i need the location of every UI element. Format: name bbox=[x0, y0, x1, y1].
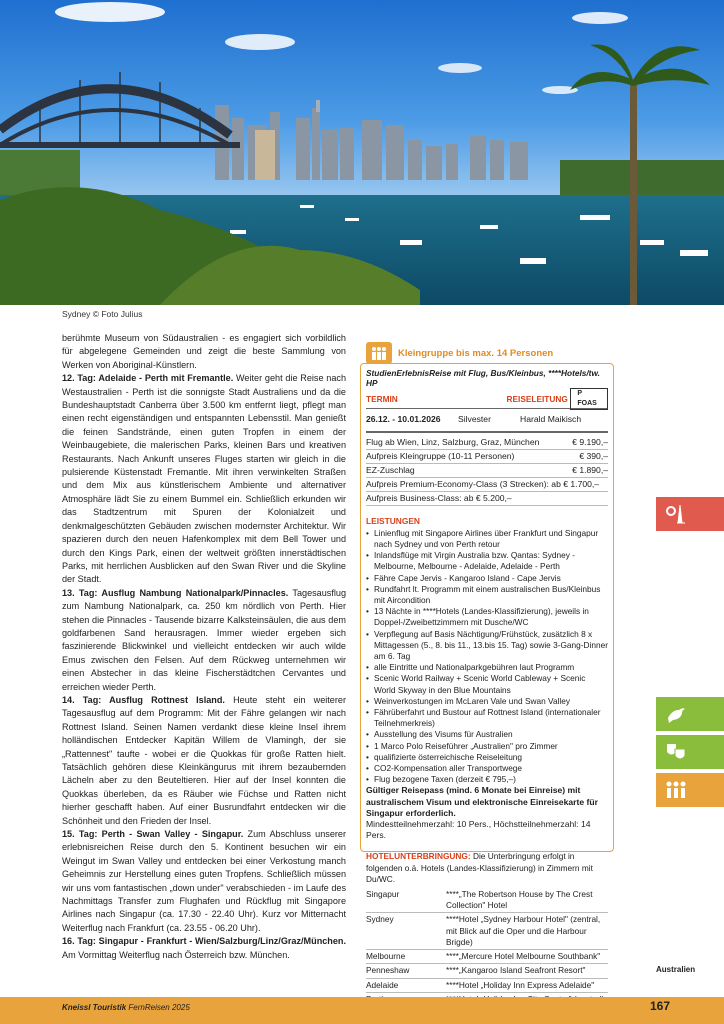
hotel-name: ****„Mercure Hotel Melbourne Southbank" bbox=[446, 950, 608, 964]
hotel-city: Sydney bbox=[366, 913, 446, 950]
price-label: Aufpreis Kleingruppe (10-11 Personen) bbox=[366, 451, 515, 462]
list-item: • alle Eintritte und Nationalparkgebühren laut Programm bbox=[366, 662, 608, 673]
day-16-title: 16. Tag: Singapur - Frankfurt - Wien/Salzburg/Linz/Graz/München. bbox=[62, 936, 346, 947]
day-14-title: 14. Tag: Ausflug Rottnest Island. bbox=[62, 694, 225, 705]
hotel-title: HOTELUNTERBRINGUNG: bbox=[366, 851, 471, 862]
list-item: • Verpflegung auf Basis Nächtigung/Frühstück, zusätzlich 8 x Mittagessen (5., 8. bis 11., 13.bis 15. Tag) sowie 3-Gang-Dinner am 6. Tag bbox=[366, 629, 608, 663]
page-number: 167 bbox=[650, 999, 671, 1013]
termin-row bbox=[366, 412, 608, 425]
day-14: 14. Tag: Ausflug Rottnest Island. Heute steht ein weiterer Tagesausflug auf dem Programm: Mit der Fähre gelangen wir nach Rottnest Island. Seinen Namen verdankt diese kleine Insel ihrem holländischen Entdecker Kapitän Willem de Vlamingh, der sie „Rattennest" taufte - wobei er die Quokkas für große Ratten hielt. Tatsächlich gehören diese Kleinkängurus mit ihrem bezaubernden Lächeln aber zu den Beuteltieren. Hier auf der Insel konnten die Quokkas überleben, da es Räuber wie Füchse und Ratten nicht hierher geschafft haben. Auf einer Busrundfahrt entdecken wir die Schönheit und den Frieden der Insel. bbox=[62, 694, 346, 826]
city-landmark-icon bbox=[664, 502, 688, 526]
price-row bbox=[366, 436, 608, 450]
list-item: • Fähre Cape Jervis - Kangaroo Island - Cape Jervis bbox=[366, 573, 608, 584]
table-row bbox=[366, 888, 608, 913]
hotel-city: Melbourne bbox=[366, 950, 446, 964]
table-row bbox=[366, 978, 608, 992]
list-item: • CO2-Kompensation aller Transportwege bbox=[366, 763, 608, 774]
list-item: • 1 Marco Polo Reiseführer „Australien" pro Zimmer bbox=[366, 741, 608, 752]
reiseleitung-column-header: REISELEITUNG bbox=[506, 393, 568, 404]
category-tab-nature bbox=[656, 697, 724, 731]
price-label: EZ-Zuschlag bbox=[366, 465, 415, 476]
divider bbox=[366, 431, 608, 432]
day-12: 12. Tag: Adelaide - Perth mit Fremantle. Weiter geht die Reise nach Westaustralien - Perth ist die sonnigste Stadt Australiens und da die Bundeshauptstadt Canberra über 3.500 km entfernt liegt, pflegt man einen recht eigenständigen und entspannten Lebensstil. Man genießt die feinen Sandstrände, einen guten Tropfen in einem der Weinbaugebiete, die malerischen Parks, kleinen Bars und kreativen Restaurants. Nach Ankunft unseres Fluges starten wir gleich in die pulsierende Küstenstadt Fremantle. Mit ihren verwinkelten Straßen und dem Mix aus künstlerischem Ambiente und alternativer Atmosphäre lädt Sie zu einem Bummel ein. Schließlich erkunden wir das Stadtzentrum mit Spuren der Kolonialzeit und denkmalgeschützten Gebäuden zwischen modernster Architektur. Wir spazieren durch den neuen Hafenkomplex mit dem Bell Tower und durch den Kings Park, einen der weltweit größten innerstädtischen Parks, mit herrlichen Ausblicken auf den Swan River und die Skyline der Stadt. bbox=[62, 373, 347, 585]
category-tab-city bbox=[656, 497, 724, 531]
sydney-harbour-image bbox=[0, 0, 724, 305]
price-row bbox=[366, 478, 608, 492]
trip-subtitle: StudienErlebnisReise mit Flug, Bus/Kleinbus, ****Hotels/tw. HP bbox=[366, 368, 600, 388]
table-row bbox=[366, 964, 608, 978]
hotel-city: Adelaide bbox=[366, 978, 446, 992]
hotel-name: ****„The Robertson House by The Crest Collection" Hotel bbox=[446, 888, 608, 913]
list-item: • Rundfahrt lt. Programm mit einem australischen Bus/Kleinbus mit Aircondition bbox=[366, 584, 608, 606]
day-15: 15. Tag: Perth - Swan Valley - Singapur. Zum Abschluss unserer erlebnisreichen Reise durch den 5. Kontinent besuchen wir ein Weingut im Swan Valley und entdecken bei einer Verkostung manch Geheimnis zur Herstellung eines guten Tropfens. Schließlich müssen wir uns vom fantastischen „down under" verabschieden - im Laufe des Nachmittags Transfer zum Flughafen und Rückflug mit Singapore Airlines nach Singapur (ca. 17.30 - 22.40 Uhr). Kurz vor Mitternacht Weiterflug nach Frankfurt (ca. 23.55 - 06.20 Uhr). bbox=[62, 829, 347, 933]
passport-note: Gültiger Reisepass (mind. 6 Monate bei Einreise) mit australischem Visum und elektronische Einreisekarte für Singapur erforderlich. bbox=[366, 785, 598, 818]
article-paragraph: berühmte Museum von Südaustralien - es engagiert sich vorbildlich für abgelegene Gemeinden und zeigt die beste Sammlung von Werken von Aboriginal-Künstlern. bbox=[62, 333, 346, 370]
list-item: • Scenic World Railway + Scenic World Cableway + Scenic World Skyway in den Blue Mountains bbox=[366, 673, 608, 695]
itinerary-article bbox=[62, 332, 346, 962]
hotel-intro: HOTELUNTERBRINGUNG: Die Unterbringung erfolgt in folgenden o.ä. Hotels (Landes-Klassifizierung) in Zimmern mit Du/WC. bbox=[366, 851, 593, 884]
table-row bbox=[366, 913, 608, 950]
termin-date: 26.12. - 10.01.2026 bbox=[366, 413, 441, 424]
category-tab-group bbox=[656, 773, 724, 807]
price-row bbox=[366, 492, 608, 506]
hotel-city: Penneshaw bbox=[366, 964, 446, 978]
footer-brand-name: Kneissl Touristik bbox=[62, 1003, 127, 1012]
termin-event: Silvester bbox=[458, 413, 491, 424]
trip-info-content bbox=[366, 368, 608, 1007]
list-item: • 13 Nächte in ****Hotels (Landes-Klassifizierung), jeweils in Doppel-/Zweibettzimmern mit Dusche/WC bbox=[366, 606, 608, 628]
price-row bbox=[366, 464, 608, 478]
list-item: • Fährüberfahrt und Bustour auf Rottnest Island (internationaler Teilnehmerkreis) bbox=[366, 707, 608, 729]
group-people-icon bbox=[366, 342, 392, 364]
termin-column-header: TERMIN bbox=[366, 393, 398, 404]
list-item: • Weinverkostungen im McLaren Vale und Swan Valley bbox=[366, 696, 608, 707]
list-item: • Ausstellung des Visums für Australien bbox=[366, 729, 608, 740]
termin-header-row bbox=[366, 389, 608, 407]
table-row bbox=[366, 950, 608, 964]
price-label: Flug ab Wien, Linz, Salzburg, Graz, München bbox=[366, 437, 540, 448]
price-value: € 1.890,– bbox=[572, 465, 608, 476]
hotel-name: ****„Kangaroo Island Seafront Resort" bbox=[446, 964, 608, 978]
trip-code-badge: P FOAS bbox=[570, 388, 608, 410]
footer-catalog-name: FernReisen 2025 bbox=[128, 1003, 190, 1012]
group-size-header bbox=[366, 342, 614, 364]
hero-photo bbox=[0, 0, 724, 305]
bird-icon bbox=[664, 702, 688, 726]
price-value: € 390,– bbox=[579, 451, 608, 462]
day-15-title: 15. Tag: Perth - Swan Valley - Singapur. bbox=[62, 829, 244, 840]
list-item: • Flug bezogene Taxen (derzeit € 795,–) bbox=[366, 774, 608, 785]
termin-guide: Harald Maikisch bbox=[520, 413, 582, 424]
hotel-table bbox=[366, 888, 608, 1007]
hotel-name: ****Hotel „Holiday Inn Express Adelaide" bbox=[446, 978, 608, 992]
hotel-city: Singapur bbox=[366, 888, 446, 913]
participant-limits: Mindestteilnehmerzahl: 10 Pers., Höchstteilnehmerzahl: 14 Pers. bbox=[366, 819, 591, 841]
theater-masks-icon bbox=[664, 740, 688, 764]
list-item: • qualifizierte österreichische Reiseleitung bbox=[366, 752, 608, 763]
day-13: 13. Tag: Ausflug Nambung Nationalpark/Pinnacles. Tagesausflug zum Nambung Nationalpark, ca. 250 km nördlich von Perth. Hier stehen die Pinnacles - Tausende bizarre Kalksteinsäulen, die aus dem goldfarbenen Sand herausragen. Immer wieder ergeben sich faszinierende Blickwinkel und vielleicht entdecken wir auch wilde Emus zwischen den Felsen. Auf dem Rückweg unternehmen wir einen Abstecher in das kleine Fischerstädtchen Cervantes und erreichen wieder Perth. bbox=[62, 587, 346, 692]
photo-caption: Sydney © Foto Julius bbox=[62, 309, 143, 319]
day-16: 16. Tag: Singapur - Frankfurt - Wien/Salzburg/Linz/Graz/München. Am Vormittag Weiterflug nach Österreich bzw. München. bbox=[62, 936, 346, 960]
price-label: Aufpreis Business-Class: ab € 5.200,– bbox=[366, 493, 512, 504]
leistungen-title: LEISTUNGEN bbox=[366, 515, 420, 526]
price-label: Aufpreis Premium-Economy-Class (3 Strecken): ab € 1.700,– bbox=[366, 479, 600, 490]
leistungen-list bbox=[366, 528, 608, 786]
category-tab-culture bbox=[656, 735, 724, 769]
hotel-name: ****Hotel „Sydney Harbour Hotel" (zentral, mit Blick auf die Oper und die Harbour Brigde) bbox=[446, 913, 608, 950]
list-item: • Linienflug mit Singapore Airlines über Frankfurt und Singapur nach Sydney und von Perth retour bbox=[366, 528, 608, 550]
price-value: € 9.190,– bbox=[572, 437, 608, 448]
list-item: • Inlandsflüge mit Virgin Australia bzw. Qantas: Sydney - Melbourne, Melbourne - Adelaide, Adelaide - Perth bbox=[366, 550, 608, 572]
day-13-title: 13. Tag: Ausflug Nambung Nationalpark/Pinnacles. bbox=[62, 587, 289, 598]
day-12-title: 12. Tag: Adelaide - Perth mit Fremantle. bbox=[62, 373, 234, 384]
price-row bbox=[366, 450, 608, 464]
country-label: Australien bbox=[656, 965, 696, 974]
footer-brand bbox=[62, 1003, 190, 1012]
group-people-icon bbox=[664, 778, 688, 802]
group-size-label: Kleingruppe bis max. 14 Personen bbox=[398, 347, 554, 359]
